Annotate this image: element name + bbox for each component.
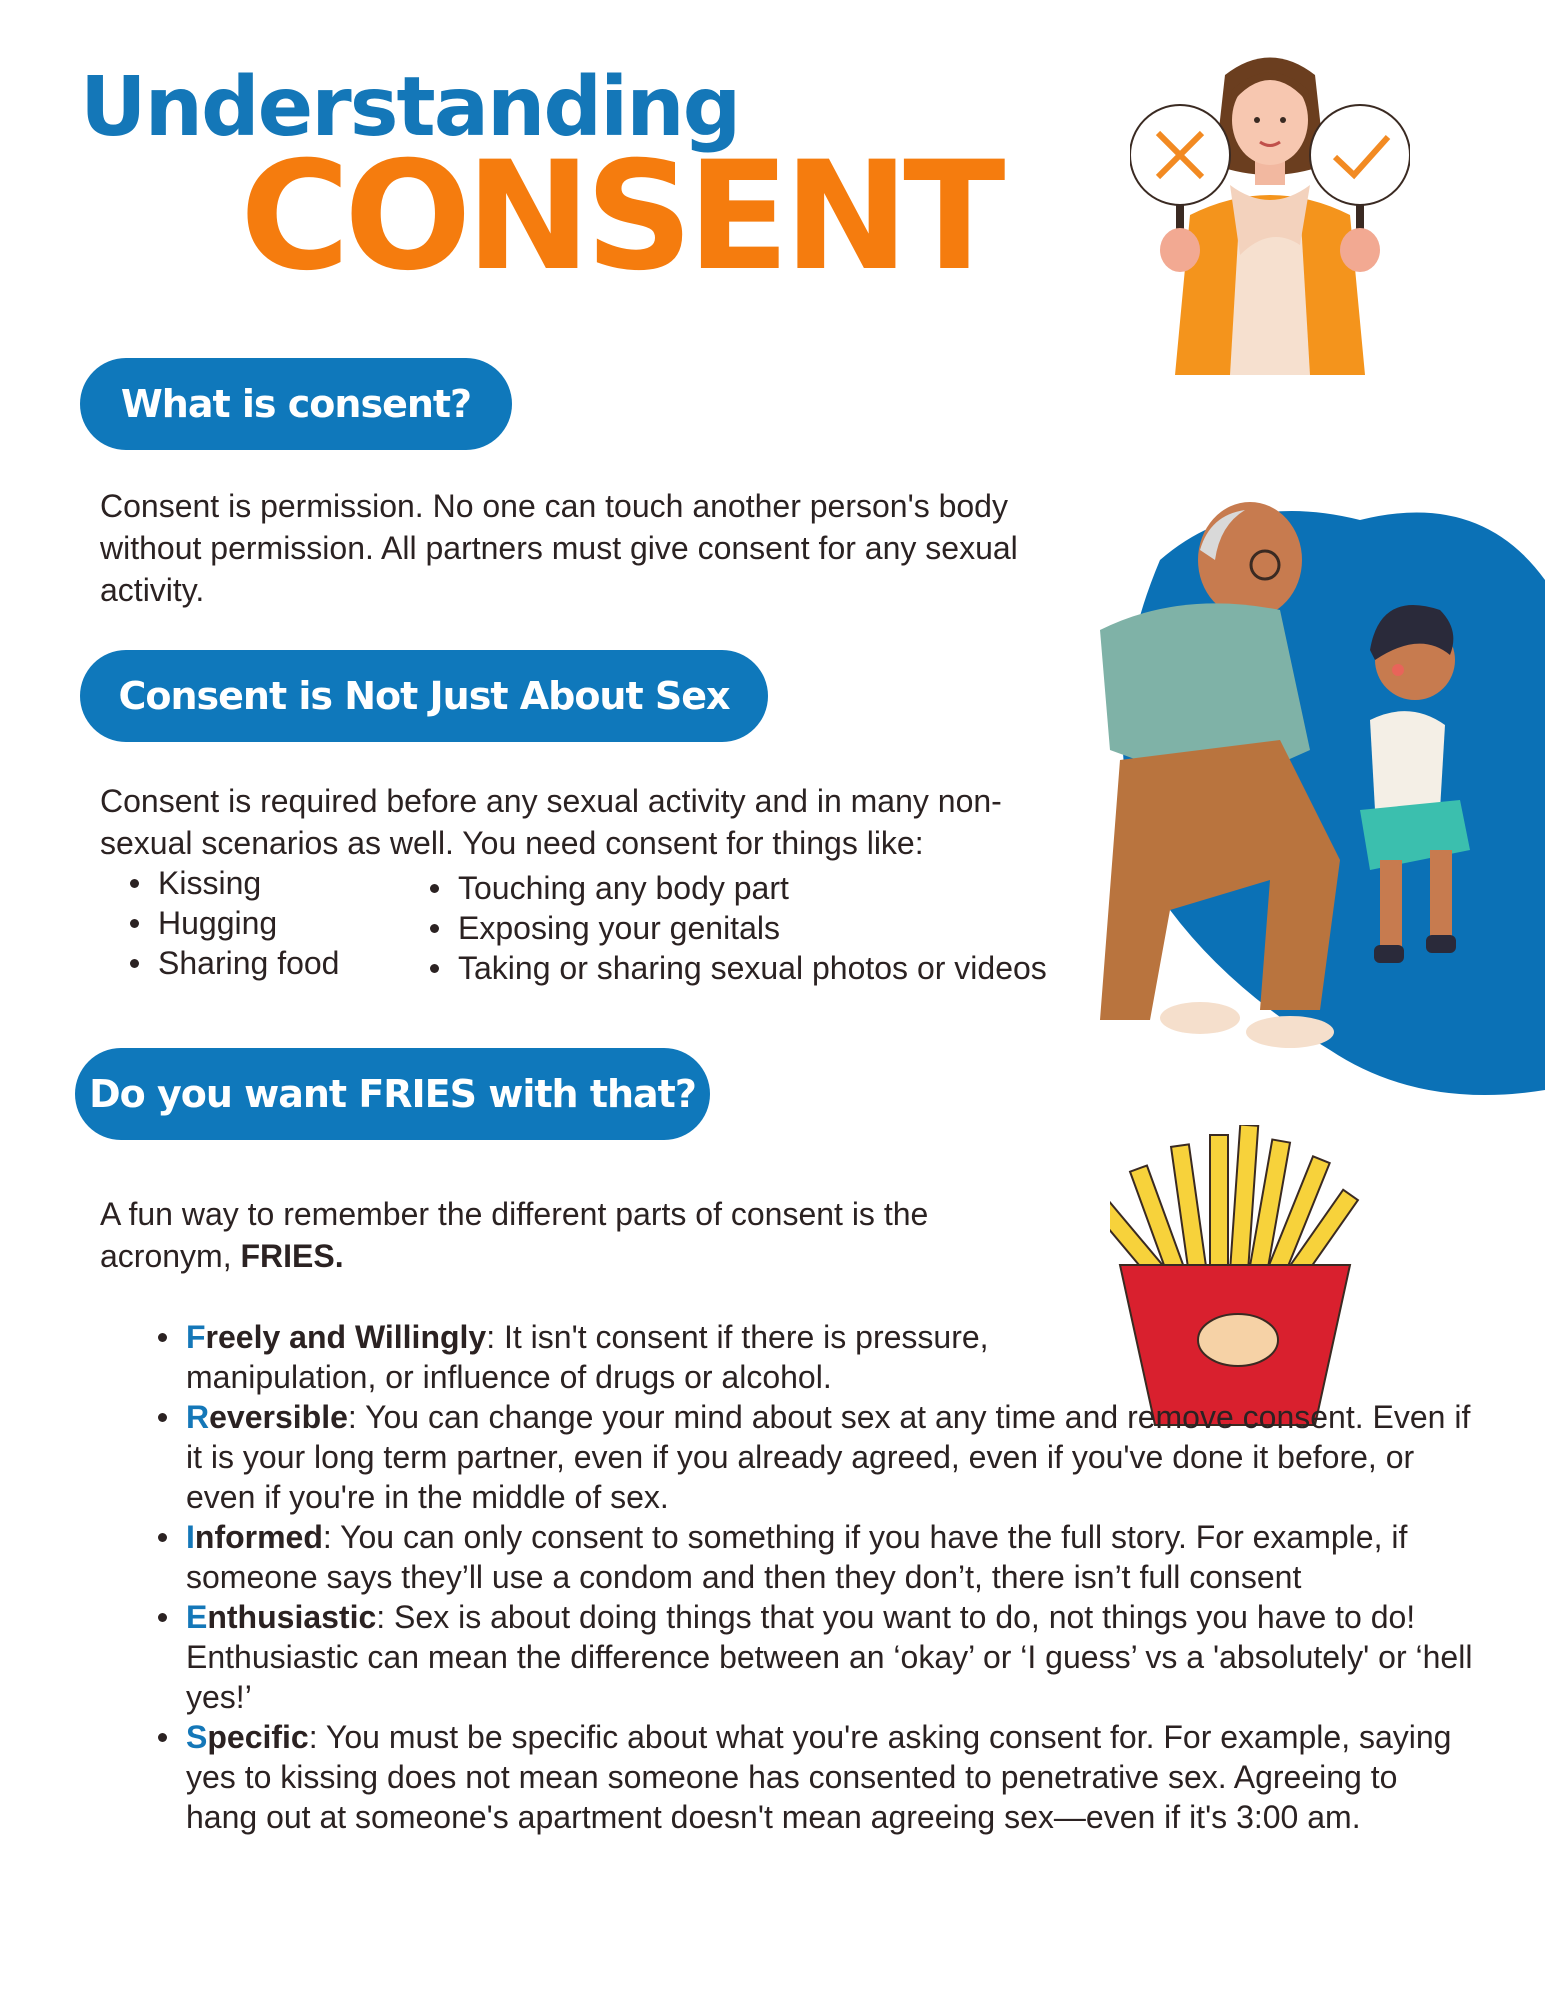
list-item: Exposing your genitals (458, 908, 1047, 948)
section-heading-not-just-sex: Consent is Not Just About Sex (80, 650, 768, 742)
fries-intro-bold: FRIES. (240, 1238, 344, 1274)
page-title-line1: Understanding (80, 60, 740, 155)
page-title-line2: CONSENT (240, 130, 1000, 304)
list-item: Touching any body part (458, 868, 1047, 908)
section-heading-fries: Do you want FRIES with that? (75, 1048, 710, 1140)
fries-item-informed: Informed: You can only consent to something if you have the full story. For example, if someone says they’ll use a condom and then they don’t, there isn’t full consent (186, 1517, 1476, 1597)
fries-intro-text: A fun way to remember the different parts of consent is the acronym, (100, 1196, 929, 1274)
fries-item-freely: Freely and Willingly: It isn't consent if there is pressure, manipulation, or influence of drugs or alcohol. (186, 1317, 1026, 1397)
consent-examples-list-right (430, 868, 1047, 988)
fries-item-enthusiastic: Enthusiastic: Sex is about doing things that you want to do, not things you have to do! Enthusiastic can mean the difference between an ‘okay’ or ‘I guess’ vs a 'absolutely' or ‘hell yes!’ (186, 1597, 1476, 1717)
what-is-consent-text: Consent is permission. No one can touch another person's body without permission. All partners must give consent for any sexual activity. (100, 488, 1018, 608)
fries-intro (100, 1193, 1040, 1277)
woman-with-signs-illustration (1130, 45, 1410, 385)
not-just-sex-text: Consent is required before any sexual activity and in many non-sexual scenarios as well. You need consent for things like: (100, 783, 1002, 861)
list-item: Hugging (158, 903, 339, 943)
section-heading-what-is-consent: What is consent? (80, 358, 512, 450)
fries-item-reversible: Reversible: You can change your mind about sex at any time and remove consent. Even if it is your long term partner, even if you already agreed, even if you've done it before, or even if you're in the middle of sex. (186, 1397, 1476, 1517)
fries-list (158, 1317, 1476, 1837)
list-item: Taking or sharing sexual photos or videos (458, 950, 1047, 986)
list-item: Sharing food (158, 945, 340, 981)
consent-examples-list-left (130, 863, 339, 983)
list-item: Kissing (158, 863, 339, 903)
fries-item-specific: Specific: You must be specific about what you're asking consent for. For example, saying yes to kissing does not mean someone has consented to penetrative sex. Agreeing to hang out at someone's apartment doesn't mean agreeing sex—even if it's 3:00 am. (186, 1717, 1476, 1837)
grandfather-and-child-illustration (1080, 490, 1545, 1100)
